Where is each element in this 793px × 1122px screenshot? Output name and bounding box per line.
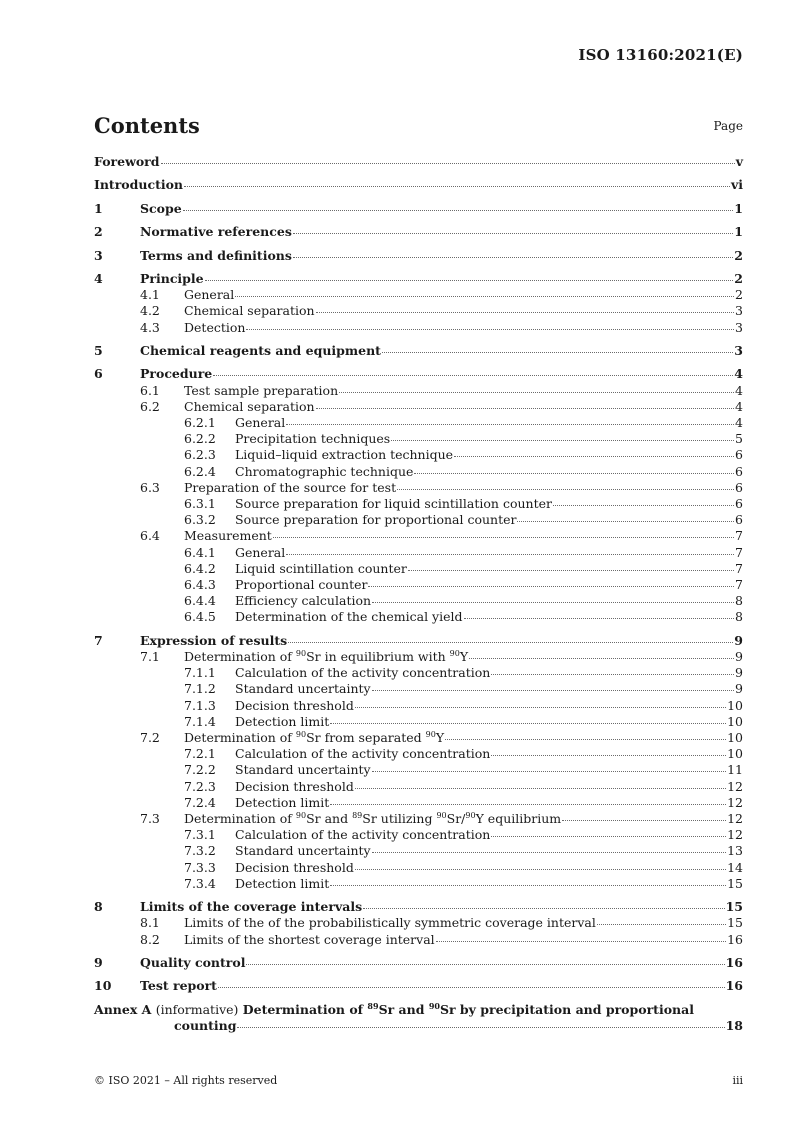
toc-entry-title: Calculation of the activity concentration <box>235 827 491 843</box>
toc-entry[interactable] <box>94 366 743 382</box>
title-text-part: Y equilibrium <box>475 811 562 827</box>
toc-entry[interactable] <box>94 698 743 714</box>
toc-entry-title: Source preparation for proportional counter <box>235 512 517 528</box>
dot-leader <box>391 440 734 441</box>
toc-entry[interactable] <box>94 480 743 496</box>
toc-entry[interactable] <box>94 681 743 697</box>
toc-entry-number: 6.3.2 <box>184 512 216 528</box>
dot-leader <box>491 674 734 675</box>
toc-entry-page: 15 <box>725 899 743 915</box>
toc-entry-title: Proportional counter <box>235 576 368 592</box>
toc-entry-page: 10 <box>727 746 743 762</box>
toc-entry-number: 1 <box>94 200 103 216</box>
toc-entry[interactable] <box>94 248 743 264</box>
title-text-part: Determination of <box>184 811 296 827</box>
toc-entry-number: 7.1 <box>140 648 160 664</box>
toc-entry-page: 6 <box>735 495 743 511</box>
dot-leader <box>355 707 726 708</box>
toc-entry-page: 4 <box>735 414 743 430</box>
toc-entry-page: 5 <box>735 431 743 447</box>
toc-entry-number: 8.2 <box>140 931 160 947</box>
toc-entry-number: 9 <box>94 955 103 971</box>
toc-entry-page: 2 <box>734 270 743 286</box>
dot-leader <box>330 804 726 805</box>
toc-entry-title: Detection <box>184 319 246 335</box>
title-text-part: Determination of <box>184 648 296 664</box>
toc-entry[interactable] <box>94 730 743 746</box>
toc-entry[interactable] <box>94 528 743 544</box>
toc-entry[interactable] <box>94 577 743 593</box>
toc-entry-title <box>184 649 468 665</box>
toc-entry-page: 18 <box>725 1018 743 1033</box>
annex-title-continuation <box>94 1018 743 1034</box>
toc-entry[interactable] <box>94 649 743 665</box>
toc-entry-page: 6 <box>735 512 743 528</box>
toc-entry-number: 6.2 <box>140 398 160 414</box>
toc-entry-title: Limits of the shortest coverage interval <box>184 931 435 947</box>
dot-leader <box>553 505 734 506</box>
dot-leader <box>436 941 726 942</box>
toc-entry-page: 10 <box>727 730 743 745</box>
toc-entry-page: 16 <box>725 978 743 994</box>
dot-leader <box>408 570 734 571</box>
dot-leader <box>368 586 734 587</box>
dot-leader <box>237 1027 724 1028</box>
toc-entry-page: 9 <box>735 665 743 681</box>
toc-entry[interactable] <box>94 561 743 577</box>
toc-entry-number: 6.3.1 <box>184 495 216 511</box>
toc-entry-page: 7 <box>735 544 743 560</box>
toc-entry-number: 10 <box>94 978 112 994</box>
toc-entry-page: 9 <box>735 648 743 664</box>
dot-leader <box>382 352 733 353</box>
dot-leader <box>355 788 726 789</box>
dot-leader <box>517 521 734 522</box>
title-text-part: Sr and <box>378 1001 429 1017</box>
table-of-contents <box>94 154 743 1034</box>
toc-entry-number: 6.3 <box>140 479 160 495</box>
toc-entry[interactable] <box>94 287 743 303</box>
title-text-part: Determination of <box>184 730 296 745</box>
toc-entry-page: 6 <box>735 447 743 463</box>
toc-entry[interactable] <box>94 955 743 971</box>
toc-entry[interactable] <box>94 633 743 649</box>
dot-leader <box>213 375 733 376</box>
standard-identifier: ISO 13160:2021(E) <box>578 46 743 64</box>
toc-entry[interactable] <box>94 899 743 915</box>
dot-leader <box>330 723 726 724</box>
dot-leader <box>339 392 734 393</box>
toc-entry-page: 7 <box>735 576 743 592</box>
toc-entry[interactable] <box>94 827 743 843</box>
dot-leader <box>286 424 734 425</box>
toc-entry-page: 10 <box>727 713 743 729</box>
toc-entry-number: 6.2.2 <box>184 431 216 447</box>
toc-entry[interactable] <box>94 177 743 193</box>
page-column-label: Page <box>713 119 743 133</box>
toc-entry-title: Decision threshold <box>235 697 354 713</box>
toc-entry[interactable] <box>94 154 743 170</box>
toc-entry-number: 7.2.2 <box>184 762 216 778</box>
toc-entry-page: 15 <box>727 915 743 931</box>
toc-entry-number: 6.4.1 <box>184 544 216 560</box>
toc-entry-title: Test report <box>140 978 217 994</box>
annex-qualifier: (informative) <box>155 1001 239 1017</box>
toc-entry[interactable] <box>94 811 743 827</box>
toc-entry-page: 12 <box>727 827 743 843</box>
toc-entry-number: 6.1 <box>140 382 160 398</box>
annex-title <box>238 1002 694 1017</box>
dot-leader <box>372 690 734 691</box>
toc-entry[interactable] <box>94 224 743 240</box>
toc-entry-number: 7.3.3 <box>184 859 216 875</box>
toc-entry-number: 6.4 <box>140 528 160 544</box>
toc-entry[interactable] <box>94 779 743 795</box>
toc-entry-title <box>184 730 444 746</box>
toc-entry[interactable] <box>94 795 743 811</box>
toc-entry-number: 2 <box>94 224 103 240</box>
dot-leader <box>293 233 733 234</box>
toc-entry-number: 7 <box>94 632 103 648</box>
toc-entry-title: Terms and definitions <box>140 247 292 263</box>
toc-entry-title: Decision threshold <box>235 778 354 794</box>
toc-entry-title: Decision threshold <box>235 859 354 875</box>
toc-entry-number: 7.2.3 <box>184 778 216 794</box>
dot-leader <box>491 755 726 756</box>
toc-entry-title: Principle <box>140 270 204 286</box>
toc-entry[interactable] <box>94 762 743 778</box>
toc-entry[interactable] <box>94 343 743 359</box>
title-text-part: Sr by precipitation and proportional <box>439 1001 694 1017</box>
dot-leader <box>183 210 734 211</box>
toc-entry-number: 6.2.1 <box>184 414 216 430</box>
isotope-mass-number: 90 <box>295 730 307 739</box>
toc-entry-number: 7.3.2 <box>184 843 216 859</box>
title-text-part: Determination of <box>238 1001 368 1017</box>
toc-entry-page: 8 <box>735 609 743 625</box>
dot-leader <box>161 163 735 164</box>
toc-entry[interactable] <box>94 431 743 447</box>
dot-leader <box>235 296 734 297</box>
toc-entry[interactable] <box>94 932 743 948</box>
toc-entry-page: 3 <box>735 303 743 319</box>
dot-leader <box>246 964 724 965</box>
toc-entry-title: Detection limit <box>235 794 330 810</box>
toc-entry-number: 6.4.3 <box>184 576 216 592</box>
isotope-mass-number: 90 <box>465 811 476 821</box>
toc-entry-number: 6.4.2 <box>184 560 216 576</box>
toc-entry-page: 3 <box>734 342 743 358</box>
toc-entry-page: 15 <box>727 875 743 891</box>
isotope-mass-number: 90 <box>436 811 447 821</box>
toc-entry-title: Limits of the coverage intervals <box>140 899 363 915</box>
toc-entry-title: Scope <box>140 200 182 216</box>
title-text-part: Y <box>459 648 469 664</box>
toc-entry-title: Detection limit <box>235 713 330 729</box>
dot-leader <box>288 642 733 643</box>
toc-entry-title: Detection limit <box>235 875 330 891</box>
toc-entry-number: 8 <box>94 899 103 915</box>
toc-entry-page: 12 <box>727 811 743 827</box>
toc-entry-page: 2 <box>734 247 743 263</box>
toc-entry[interactable] <box>94 843 743 859</box>
dot-leader <box>286 554 734 555</box>
toc-entry-number: 6.2.3 <box>184 447 216 463</box>
title-text-part: Y <box>435 730 445 745</box>
toc-entry-number: 7.1.4 <box>184 713 216 729</box>
isotope-mass-number: 90 <box>428 1000 440 1011</box>
toc-entry-number: 8.1 <box>140 915 160 931</box>
annex-label: Annex A <box>94 1001 152 1017</box>
toc-entry[interactable] <box>94 593 743 609</box>
title-text-part: Sr utilizing <box>362 811 437 827</box>
dot-leader <box>205 280 734 281</box>
toc-entry-number: 7.3 <box>140 811 160 827</box>
toc-entry-title: Limits of the of the probabilistically symmetric coverage interval <box>184 915 596 931</box>
toc-entry[interactable] <box>94 665 743 681</box>
toc-annex-entry[interactable] <box>94 1002 743 1034</box>
page-number: iii <box>732 1074 743 1087</box>
dot-leader <box>316 408 734 409</box>
toc-entry-title: General <box>235 544 286 560</box>
toc-entry-number: 7.2.4 <box>184 794 216 810</box>
toc-entry[interactable] <box>94 915 743 931</box>
toc-entry-title: Calculation of the activity concentration <box>235 746 491 762</box>
toc-entry-title: Measurement <box>184 528 272 544</box>
toc-entry-page: 12 <box>727 794 743 810</box>
dot-leader <box>469 658 734 659</box>
title-text-part: Sr and <box>306 811 353 827</box>
toc-entry-title: General <box>184 287 235 303</box>
toc-entry-title: Chemical separation <box>184 398 315 414</box>
toc-entry-number: 4 <box>94 270 103 286</box>
toc-entry[interactable] <box>94 746 743 762</box>
toc-entry-page: v <box>735 154 743 169</box>
toc-entry-title: Determination of the chemical yield <box>235 609 463 625</box>
title-text-part: Sr from separated <box>306 730 426 745</box>
toc-entry-page: 7 <box>735 528 743 544</box>
annex-title-line <box>94 1002 743 1018</box>
toc-entry-title: Precipitation techniques <box>235 431 391 447</box>
toc-entry-number: 4.1 <box>140 287 160 303</box>
toc-entry[interactable] <box>94 512 743 528</box>
toc-entry-number: 7.3.4 <box>184 875 216 891</box>
dot-leader <box>363 908 724 909</box>
toc-entry-page: 14 <box>727 859 743 875</box>
toc-entry[interactable] <box>94 545 743 561</box>
toc-entry-title: Quality control <box>140 955 246 971</box>
toc-entry-number: 3 <box>94 247 103 263</box>
dot-leader <box>355 869 726 870</box>
toc-entry[interactable] <box>94 978 743 994</box>
annex-title-continued: counting <box>174 1018 237 1033</box>
toc-entry[interactable] <box>94 447 743 463</box>
toc-entry-title: Normative references <box>140 224 292 240</box>
toc-entry[interactable] <box>94 415 743 431</box>
toc-entry[interactable] <box>94 320 743 336</box>
dot-leader <box>562 820 726 821</box>
toc-entry-title: Test sample preparation <box>184 382 339 398</box>
toc-entry[interactable] <box>94 303 743 319</box>
isotope-mass-number: 90 <box>295 648 307 658</box>
toc-entry[interactable] <box>94 271 743 287</box>
toc-entry-title: Source preparation for liquid scintillation counter <box>235 495 552 511</box>
toc-entry[interactable] <box>94 399 743 415</box>
toc-entry-title: Liquid–liquid extraction technique <box>235 447 454 463</box>
toc-entry-page: vi <box>730 177 743 193</box>
toc-entry-page: 9 <box>735 681 743 697</box>
dot-leader <box>184 186 730 187</box>
toc-entry-number: 6.2.4 <box>184 463 216 479</box>
toc-entry-number: 7.1.3 <box>184 697 216 713</box>
toc-entry-page: 4 <box>735 382 743 398</box>
toc-entry-number: 7.2 <box>140 730 160 745</box>
toc-entry-number: 6 <box>94 366 103 382</box>
toc-entry-title: Efficiency calculation <box>235 593 372 609</box>
toc-entry-page: 16 <box>727 931 743 947</box>
dot-leader <box>491 836 726 837</box>
copyright-notice: © ISO 2021 – All rights reserved <box>94 1074 278 1087</box>
toc-entry-page: 11 <box>727 762 743 778</box>
isotope-mass-number: 90 <box>449 648 460 658</box>
toc-entry[interactable] <box>94 609 743 625</box>
toc-entry-title: Standard uncertainty <box>235 762 371 778</box>
dot-leader <box>316 312 734 313</box>
toc-entry-title: General <box>235 414 286 430</box>
toc-entry[interactable] <box>94 860 743 876</box>
toc-entry-title: Calculation of the activity concentration <box>235 665 491 681</box>
toc-entry-title: Preparation of the source for test <box>184 479 397 495</box>
dot-leader <box>597 924 726 925</box>
toc-entry-title: Introduction <box>94 177 184 193</box>
dot-leader <box>372 602 734 603</box>
toc-entry-title: Chemical reagents and equipment <box>140 342 381 358</box>
title-text-part: Sr/ <box>446 811 466 827</box>
toc-entry[interactable] <box>94 876 743 892</box>
toc-entry-number: 6.4.4 <box>184 593 216 609</box>
dot-leader <box>273 537 734 538</box>
toc-entry-title: Chromatographic technique <box>235 463 414 479</box>
dot-leader <box>372 852 727 853</box>
toc-entry-page: 3 <box>735 319 743 335</box>
toc-entry-number: 7.3.1 <box>184 827 216 843</box>
dot-leader <box>414 473 734 474</box>
isotope-mass-number: 89 <box>352 811 363 821</box>
toc-entry[interactable] <box>94 464 743 480</box>
dot-leader <box>246 329 734 330</box>
toc-entry-page: 10 <box>727 697 743 713</box>
toc-entry-page: 4 <box>734 366 743 382</box>
dot-leader <box>218 987 725 988</box>
toc-entry-title: Procedure <box>140 366 213 382</box>
toc-entry-number: 4.3 <box>140 319 160 335</box>
toc-entry-title: Standard uncertainty <box>235 843 371 859</box>
toc-entry-page: 2 <box>735 287 743 303</box>
toc-entry-number: 7.2.1 <box>184 746 216 762</box>
dot-leader <box>445 739 726 740</box>
dot-leader <box>330 885 726 886</box>
toc-entry-number: 5 <box>94 342 103 358</box>
toc-entry-number: 7.1.1 <box>184 665 216 681</box>
toc-entry-page: 8 <box>735 593 743 609</box>
toc-entry-number: 7.1.2 <box>184 681 216 697</box>
toc-entry-page: 7 <box>735 560 743 576</box>
toc-entry-page: 1 <box>734 224 743 240</box>
toc-entry-page: 12 <box>727 778 743 794</box>
toc-entry-page: 16 <box>725 955 743 971</box>
toc-entry-page: 4 <box>735 398 743 414</box>
toc-entry-page: 13 <box>727 843 743 859</box>
toc-entry[interactable] <box>94 496 743 512</box>
toc-entry-title: Liquid scintillation counter <box>235 560 407 576</box>
isotope-mass-number: 89 <box>367 1000 379 1011</box>
toc-entry[interactable] <box>94 383 743 399</box>
toc-entry-page: 6 <box>735 463 743 479</box>
dot-leader <box>454 456 734 457</box>
title-text-part: Sr in equilibrium with <box>306 648 450 664</box>
toc-entry-page: 1 <box>734 200 743 216</box>
dot-leader <box>372 771 727 772</box>
toc-entry-title: Foreword <box>94 154 160 169</box>
dot-leader <box>293 257 733 258</box>
toc-entry-number: 6.4.5 <box>184 609 216 625</box>
contents-heading: Contents <box>94 113 200 138</box>
toc-entry-title: Standard uncertainty <box>235 681 371 697</box>
toc-entry[interactable] <box>94 201 743 217</box>
dot-leader <box>397 489 734 490</box>
toc-entry-number: 4.2 <box>140 303 160 319</box>
dot-leader <box>464 618 735 619</box>
toc-entry-title: Chemical separation <box>184 303 315 319</box>
toc-entry-page: 6 <box>735 479 743 495</box>
toc-entry-title <box>184 811 561 827</box>
isotope-mass-number: 90 <box>295 811 307 821</box>
isotope-mass-number: 90 <box>425 730 436 739</box>
toc-entry-title: Expression of results <box>140 632 288 648</box>
toc-entry[interactable] <box>94 714 743 730</box>
toc-entry-page: 9 <box>734 632 743 648</box>
